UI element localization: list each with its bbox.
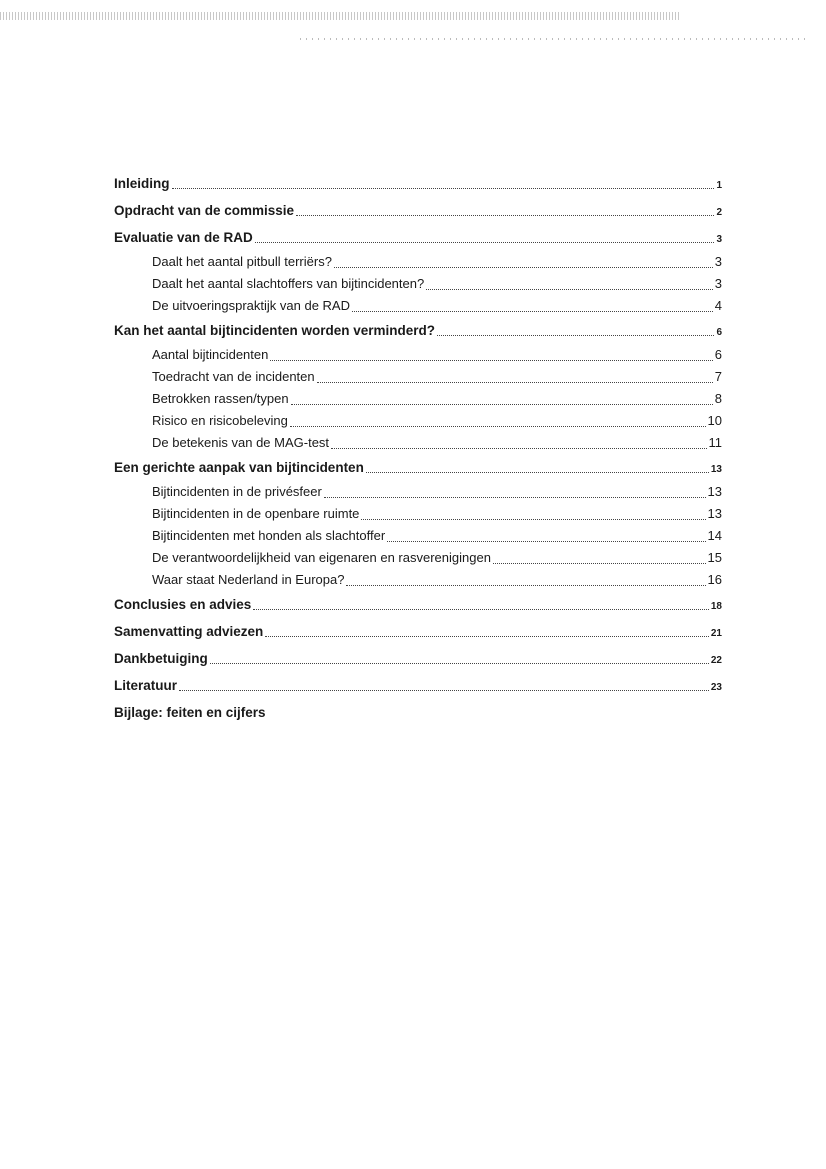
toc-leader-dots bbox=[317, 382, 713, 383]
toc-entry-title: De uitvoeringspraktijk van de RAD bbox=[152, 298, 350, 313]
toc-section-entry bbox=[114, 295, 722, 317]
toc-section-entry bbox=[114, 251, 722, 273]
toc-chapter-entry bbox=[114, 170, 722, 197]
toc-leader-dots bbox=[366, 472, 709, 473]
toc-leader-dots bbox=[253, 609, 709, 610]
toc-page-number: 22 bbox=[710, 655, 722, 666]
toc-section-entry bbox=[114, 410, 722, 432]
toc-leader-dots bbox=[324, 497, 706, 498]
toc-page-number: 3 bbox=[714, 276, 722, 291]
toc-entry-title: Daalt het aantal slachtoffers van bijtincidenten? bbox=[152, 276, 425, 291]
toc-page-number: 1 bbox=[716, 180, 722, 191]
toc-chapter-entry bbox=[114, 645, 722, 672]
toc-page-number: 6 bbox=[714, 347, 722, 362]
toc-page-number: 8 bbox=[714, 391, 722, 406]
toc-page-number: 7 bbox=[714, 369, 722, 384]
toc-page-number: 21 bbox=[710, 628, 722, 639]
toc-leader-dots bbox=[426, 289, 713, 290]
toc-section-entry bbox=[114, 388, 722, 410]
toc-leader-dots bbox=[387, 541, 705, 542]
toc-page-number: 13 bbox=[710, 464, 722, 475]
toc-section-entry bbox=[114, 481, 722, 503]
toc-leader-dots bbox=[361, 519, 705, 520]
toc-leader-dots bbox=[352, 311, 713, 312]
toc-page-number: 23 bbox=[710, 682, 722, 693]
toc-entry-title: Kan het aantal bijtincidenten worden verminderd? bbox=[114, 323, 436, 338]
toc-page-number: 14 bbox=[707, 528, 722, 543]
toc-leader-dots bbox=[290, 426, 706, 427]
toc-section-entry bbox=[114, 344, 722, 366]
toc-section-entry bbox=[114, 503, 722, 525]
toc-section-entry bbox=[114, 273, 722, 295]
scan-artifact-top bbox=[0, 12, 680, 20]
toc-leader-dots bbox=[331, 448, 706, 449]
toc-chapter-entry bbox=[114, 699, 722, 726]
toc-entry-title: Bijtincidenten in de openbare ruimte bbox=[152, 506, 360, 521]
toc-entry-title: Bijlage: feiten en cijfers bbox=[114, 705, 266, 720]
toc-page-number: 6 bbox=[716, 327, 722, 338]
toc-chapter-entry bbox=[114, 618, 722, 645]
toc-entry-title: De verantwoordelijkheid van eigenaren en rasverenigingen bbox=[152, 550, 491, 565]
toc-entry-title: Een gerichte aanpak van bijtincidenten bbox=[114, 460, 364, 475]
table-of-contents bbox=[114, 170, 722, 726]
toc-section-entry bbox=[114, 569, 722, 591]
toc-entry-title: Toedracht van de incidenten bbox=[152, 369, 315, 384]
toc-page-number: 4 bbox=[714, 298, 722, 313]
toc-entry-title: De betekenis van de MAG-test bbox=[152, 435, 330, 450]
toc-chapter-entry bbox=[114, 454, 722, 481]
toc-chapter-entry bbox=[114, 591, 722, 618]
toc-page-number: 13 bbox=[707, 506, 722, 521]
toc-section-entry bbox=[114, 432, 722, 454]
toc-leader-dots bbox=[291, 404, 713, 405]
toc-entry-title: Bijtincidenten met honden als slachtoffer bbox=[152, 528, 386, 543]
toc-entry-title: Inleiding bbox=[114, 176, 170, 191]
toc-page-number: 2 bbox=[716, 207, 722, 218]
toc-page-number: 3 bbox=[716, 234, 722, 245]
toc-leader-dots bbox=[179, 690, 709, 691]
toc-page-number: 13 bbox=[707, 484, 722, 499]
toc-page-number: 16 bbox=[707, 572, 722, 587]
toc-entry-title: Risico en risicobeleving bbox=[152, 413, 288, 428]
toc-entry-title: Bijtincidenten in de privésfeer bbox=[152, 484, 322, 499]
toc-page-number: 3 bbox=[714, 254, 722, 269]
toc-leader-dots bbox=[210, 663, 709, 664]
toc-entry-title: Literatuur bbox=[114, 678, 178, 693]
toc-leader-dots bbox=[346, 585, 705, 586]
toc-page-number: 15 bbox=[707, 550, 722, 565]
toc-leader-dots bbox=[270, 360, 712, 361]
toc-leader-dots bbox=[172, 188, 715, 189]
toc-entry-title: Evaluatie van de RAD bbox=[114, 230, 253, 245]
toc-leader-dots bbox=[493, 563, 706, 564]
toc-page-number: 18 bbox=[710, 601, 722, 612]
toc-section-entry bbox=[114, 547, 722, 569]
toc-section-entry bbox=[114, 366, 722, 388]
toc-leader-dots bbox=[265, 636, 709, 637]
toc-chapter-entry bbox=[114, 672, 722, 699]
scan-artifact-line bbox=[300, 38, 810, 40]
toc-chapter-entry bbox=[114, 197, 722, 224]
toc-entry-title: Daalt het aantal pitbull terriërs? bbox=[152, 254, 332, 269]
toc-entry-title: Aantal bijtincidenten bbox=[152, 347, 269, 362]
toc-chapter-entry bbox=[114, 224, 722, 251]
toc-entry-title: Betrokken rassen/typen bbox=[152, 391, 289, 406]
toc-leader-dots bbox=[437, 335, 714, 336]
toc-entry-title: Samenvatting adviezen bbox=[114, 624, 264, 639]
toc-entry-title: Opdracht van de commissie bbox=[114, 203, 295, 218]
toc-leader-dots bbox=[255, 242, 715, 243]
toc-entry-title: Dankbetuiging bbox=[114, 651, 208, 666]
toc-leader-dots bbox=[296, 215, 714, 216]
toc-page-number: 10 bbox=[707, 413, 722, 428]
toc-section-entry bbox=[114, 525, 722, 547]
toc-entry-title: Waar staat Nederland in Europa? bbox=[152, 572, 345, 587]
toc-entry-title: Conclusies en advies bbox=[114, 597, 252, 612]
toc-chapter-entry bbox=[114, 317, 722, 344]
toc-leader-dots bbox=[334, 267, 713, 268]
toc-page-number: 11 bbox=[708, 435, 722, 450]
